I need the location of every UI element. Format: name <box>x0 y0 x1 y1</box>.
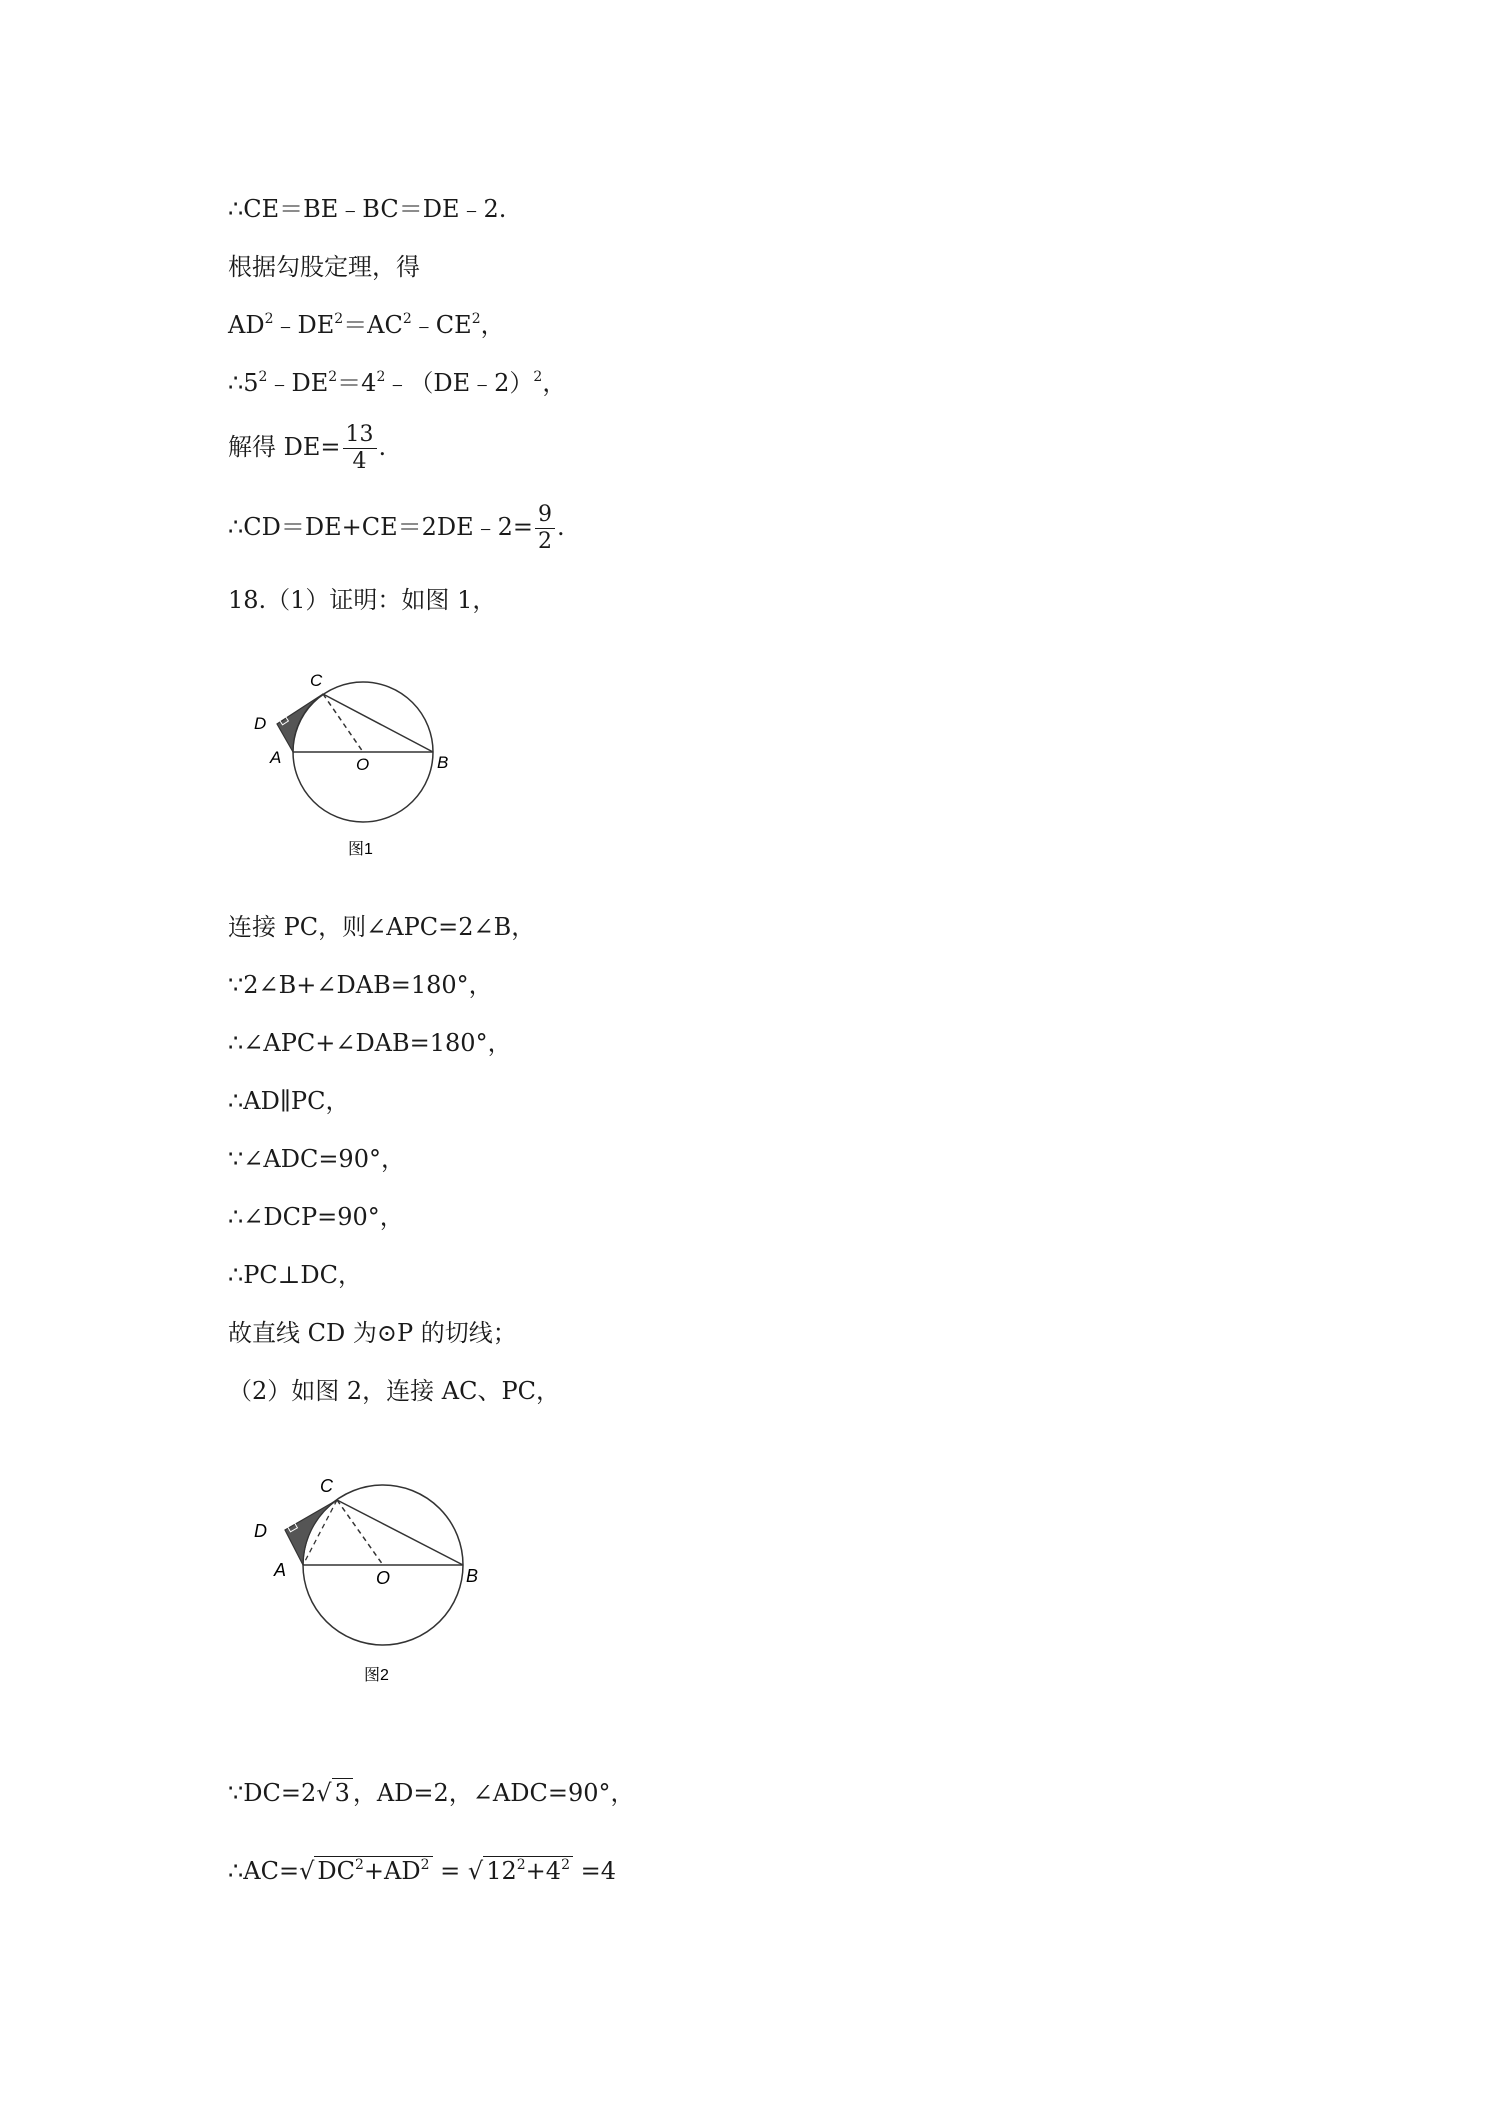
line-tangent-conclusion: 故直线 CD 为⊙P 的切线； <box>228 1319 517 1347</box>
figure-1-caption: 图1 <box>348 841 373 858</box>
sqrt-dc-ad: √ $DC^2+AD^2$ <box>299 1856 432 1886</box>
line-substitution: $\therefore 5^2﹣DE^2=4^2﹣(DE﹣2)^2$， <box>228 369 567 397</box>
figure-2-label-c: C <box>320 1476 333 1496</box>
line-solve-de: 解得 DE= $\frac{13}{4}$ . <box>228 422 387 474</box>
line-pythagoras-equation: $AD^2﹣DE^2=AC^2﹣CE^2$， <box>228 311 505 339</box>
line-ac-result: ∴AC=√ $DC^2+AD^2$ = √ $12^2+4^2 =4$ <box>228 1857 617 1885</box>
figure-1-label-c: C <box>310 671 323 690</box>
figure-2-caption: 图2 <box>364 1667 389 1684</box>
figure-1-label-a: A <box>270 748 282 767</box>
line-q18-part1: 18.（1）证明：如图 1， <box>228 586 497 614</box>
figure-2-label-o: O <box>376 1568 391 1588</box>
figure-2-diagram <box>240 1458 490 1698</box>
line-perpendicular: ∴PC⊥DC， <box>228 1261 362 1289</box>
line-dcp-right-angle: ∴∠DCP=90°， <box>228 1203 404 1231</box>
line-cd-result: ∴CD＝DE+CE＝2DE﹣2= $\frac{9}{2}$ . <box>228 502 565 554</box>
figure-2-label-d: D <box>254 1521 267 1541</box>
line-connect-pc: 连接 PC，则∠APC=2∠B， <box>228 913 536 941</box>
figure-1-label-o: O <box>356 755 370 774</box>
sqrt-3: √ 3 <box>316 1778 353 1808</box>
line-given-values: ∵DC=2√ 3 ，AD=2，∠ADC=90°， <box>228 1779 635 1807</box>
figure-2-label-a: A <box>274 1560 287 1580</box>
line-ce: ∴CE＝BE﹣BC＝DE﹣2. <box>228 195 507 223</box>
line-adc-right-angle: ∵∠ADC=90°， <box>228 1145 405 1173</box>
figure-1-diagram <box>240 658 470 873</box>
line-part2-intro: （2）如图 2，连接 AC、PC， <box>228 1377 561 1405</box>
line-parallel: ∴AD∥PC， <box>228 1087 350 1115</box>
figure-1-label-b: B <box>437 753 449 772</box>
line-because-angle-sum: ∵2∠B+∠DAB=180°， <box>228 971 493 999</box>
fraction-13-4: $\frac{13}{4}$ <box>343 422 377 475</box>
figure-1-label-d: D <box>254 714 267 733</box>
figure-2-label-b: B <box>466 1566 479 1586</box>
line-therefore-angle-sum: ∴∠APC+∠DAB=180°， <box>228 1029 512 1057</box>
line-pythagoras-intro: 根据勾股定理，得 <box>228 253 420 281</box>
fraction-9-2: $\frac{9}{2}$ <box>535 502 555 555</box>
sqrt-12-4: √ $12^2+4^2$ <box>468 1856 573 1886</box>
